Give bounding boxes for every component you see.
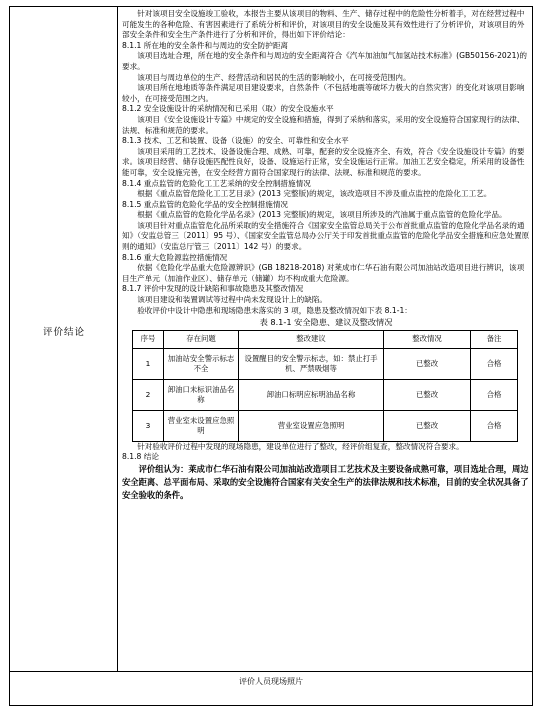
cell-problem: 营业室未设置应急照明: [164, 410, 239, 441]
final-conclusion: 评价组认为：莱成市仁华石油有限公司加油站改造项目工艺技术及主要设备成熟可靠，项目选址合理，周边安全距离、总平面布局、采取的安全设施符合国家有关安全生产的法律法规和技术标准，目前的安全状况具备了安全验收的条件。: [122, 464, 529, 500]
section-heading: 8.1.4 重点监管的危险化工工艺采纳的安全控制措施情况: [122, 178, 311, 188]
header-remark: 备注: [471, 330, 518, 348]
section-heading: 8.1.2 安全设施设计的采纳情况和已采用（取）的安全设施水平: [122, 104, 334, 114]
hazard-table: [132, 330, 518, 442]
cell-suggestion: 卸油口标明应标明油品名称: [239, 379, 384, 410]
section-heading: 8.1.8 结论: [122, 452, 159, 462]
section-heading: 8.1.1 所在地的安全条件和与周边的安全防护距离: [122, 40, 289, 50]
cell-status: 已整改: [384, 348, 471, 379]
table-row: [133, 348, 518, 379]
body-paragraph: 针对验收评价过程中发现的现场隐患，建设单位进行了整改，经评价组复查，整改情况符合要求。: [137, 441, 464, 451]
section-heading: 8.1.6 重大危险源监控措施情况: [122, 252, 228, 262]
body-paragraph: 该项目选址合理，所在地的安全条件和与周边的安全距离符合《汽车加油加气加氢站技术标准》(GB50156-2021)的要求。: [122, 51, 527, 71]
cell-index: 3: [133, 410, 164, 441]
body-paragraph: 该项目针对重点监管危化品所采取的安全措施符合《国家安全监管总局关于公布首批重点监管的危险化学品名录的通知》（安监总管三〔2011〕95 号）、《国家安全监管总局办公厅关于印发首批重点监管的危险化学品安全措施和应急处置原则的通知》（安监总厅管三〔2011〕142 号）的要求。: [122, 220, 530, 252]
section-label: 评价结论: [42, 327, 85, 338]
after-table-text: [122, 442, 530, 463]
cell-index: 2: [133, 379, 164, 410]
header-index: 序号: [133, 330, 164, 348]
table-row: [133, 379, 518, 410]
cell-index: 1: [133, 348, 164, 379]
cell-status: 已整改: [384, 379, 471, 410]
header-status: 整改情况: [384, 330, 471, 348]
body-paragraph: 针对该项目安全设施竣工验收，本报告主要从该项目的物料、生产、储存过程中的危险性分析着手，对在经营过程中可能发生的各种危险、有害因素进行了系统分析和评价，对该项目的安全设施及其有效性进行了分析评价，对该项目的外部安全条件和安全生产条件进行了分析和评价，得出如下评价结论：: [122, 9, 525, 40]
section-heading: 8.1.7 评价中发现的设计缺陷和事故隐患及其整改情况: [122, 284, 304, 294]
table-row: [133, 410, 518, 441]
evaluation-form: [9, 6, 533, 706]
body-paragraph: 该项目与周边单位的生产、经营活动和居民的生活的影响较小，在可接受范围内。: [137, 72, 411, 82]
cell-suggestion: 设置醒目的安全警示标志，如：禁止打手机、严禁吸烟等: [239, 348, 384, 379]
header-suggestion: 整改建议: [239, 330, 384, 348]
paragraph-list: [122, 9, 530, 316]
cell-suggestion: 营业室设置应急照明: [239, 410, 384, 441]
section-heading: 8.1.5 重点监管的危险化学品的安全控制措施情况: [122, 199, 289, 209]
cell-status: 已整改: [384, 410, 471, 441]
cell-remark: 合格: [471, 410, 518, 441]
body-paragraph: 该项目采用的工艺技术、设备设施合理、成熟、可靠，配套的安全设施齐全、有效，符合《安全设施设计专篇》的要求。该项目经营、储存设施匹配性良好，设备、设施运行正常，安全设施运行正常。加油工艺安全稳定，所采用的设备性能可靠，安全设施完善，在安全经营方面符合国家现行的法律、法规、标准和规范的要求。: [122, 146, 525, 177]
table-title: 表 8.1-1 安全隐患、建议及整改情况: [259, 317, 393, 328]
cell-remark: 合格: [471, 348, 518, 379]
header-problem: 存在问题: [164, 330, 239, 348]
body-paragraph: 验收评价中设计中隐患和现场隐患未落实的 3 项，隐患及整改情况如下表 8.1-1：: [137, 305, 412, 315]
conclusion-content: [122, 9, 530, 669]
body-paragraph: 该项目《安全设施设计专篇》中规定的安全设施和措施，得到了采纳和落实，采用的安全设施符合国家现行的法律、法规、标准和规范的要求。: [122, 114, 525, 135]
body-paragraph: 根据《重点监管的危险化学品名录》(2013 完整版)的规定，该项目所涉及的汽油属于重点监管的危险化学品。: [137, 210, 507, 220]
body-paragraph: 依据《危险化学品重大危险源辨识》(GB 18218-2018) 对莱成市仁华石油有限公司加油站改造项目进行辨识，该项目生产单元（加油作业区）、储存单元（储罐）均不构成重大危险源。: [122, 263, 525, 283]
photo-row-label: 评价人员现场照片: [239, 677, 303, 686]
photo-row: [10, 671, 532, 705]
body-paragraph: 该项目所在地地质等条件满足项目建设要求，自然条件（不包括地震等破坏力极大的自然灾害）的变化对该项目影响较小，在可接受范围之内。: [122, 83, 525, 103]
section-heading: 8.1.3 技术、工艺和装置、设备（设施）的安全、可靠性和安全水平: [122, 136, 349, 146]
cell-remark: 合格: [471, 379, 518, 410]
cell-problem: 加油站安全警示标志不全: [164, 348, 239, 379]
table-header-row: [133, 330, 518, 348]
label-column: [10, 7, 118, 671]
body-paragraph: 该项目建设和装置调试等过程中尚未发现设计上的缺陷。: [137, 295, 328, 305]
body-paragraph: 根据《重点监管危险化工工艺目录》(2013 完整版)的规定，该改造项目不涉及重点监控的危险化工工艺。: [137, 189, 492, 199]
cell-problem: 卸油口未标识油品名称: [164, 379, 239, 410]
